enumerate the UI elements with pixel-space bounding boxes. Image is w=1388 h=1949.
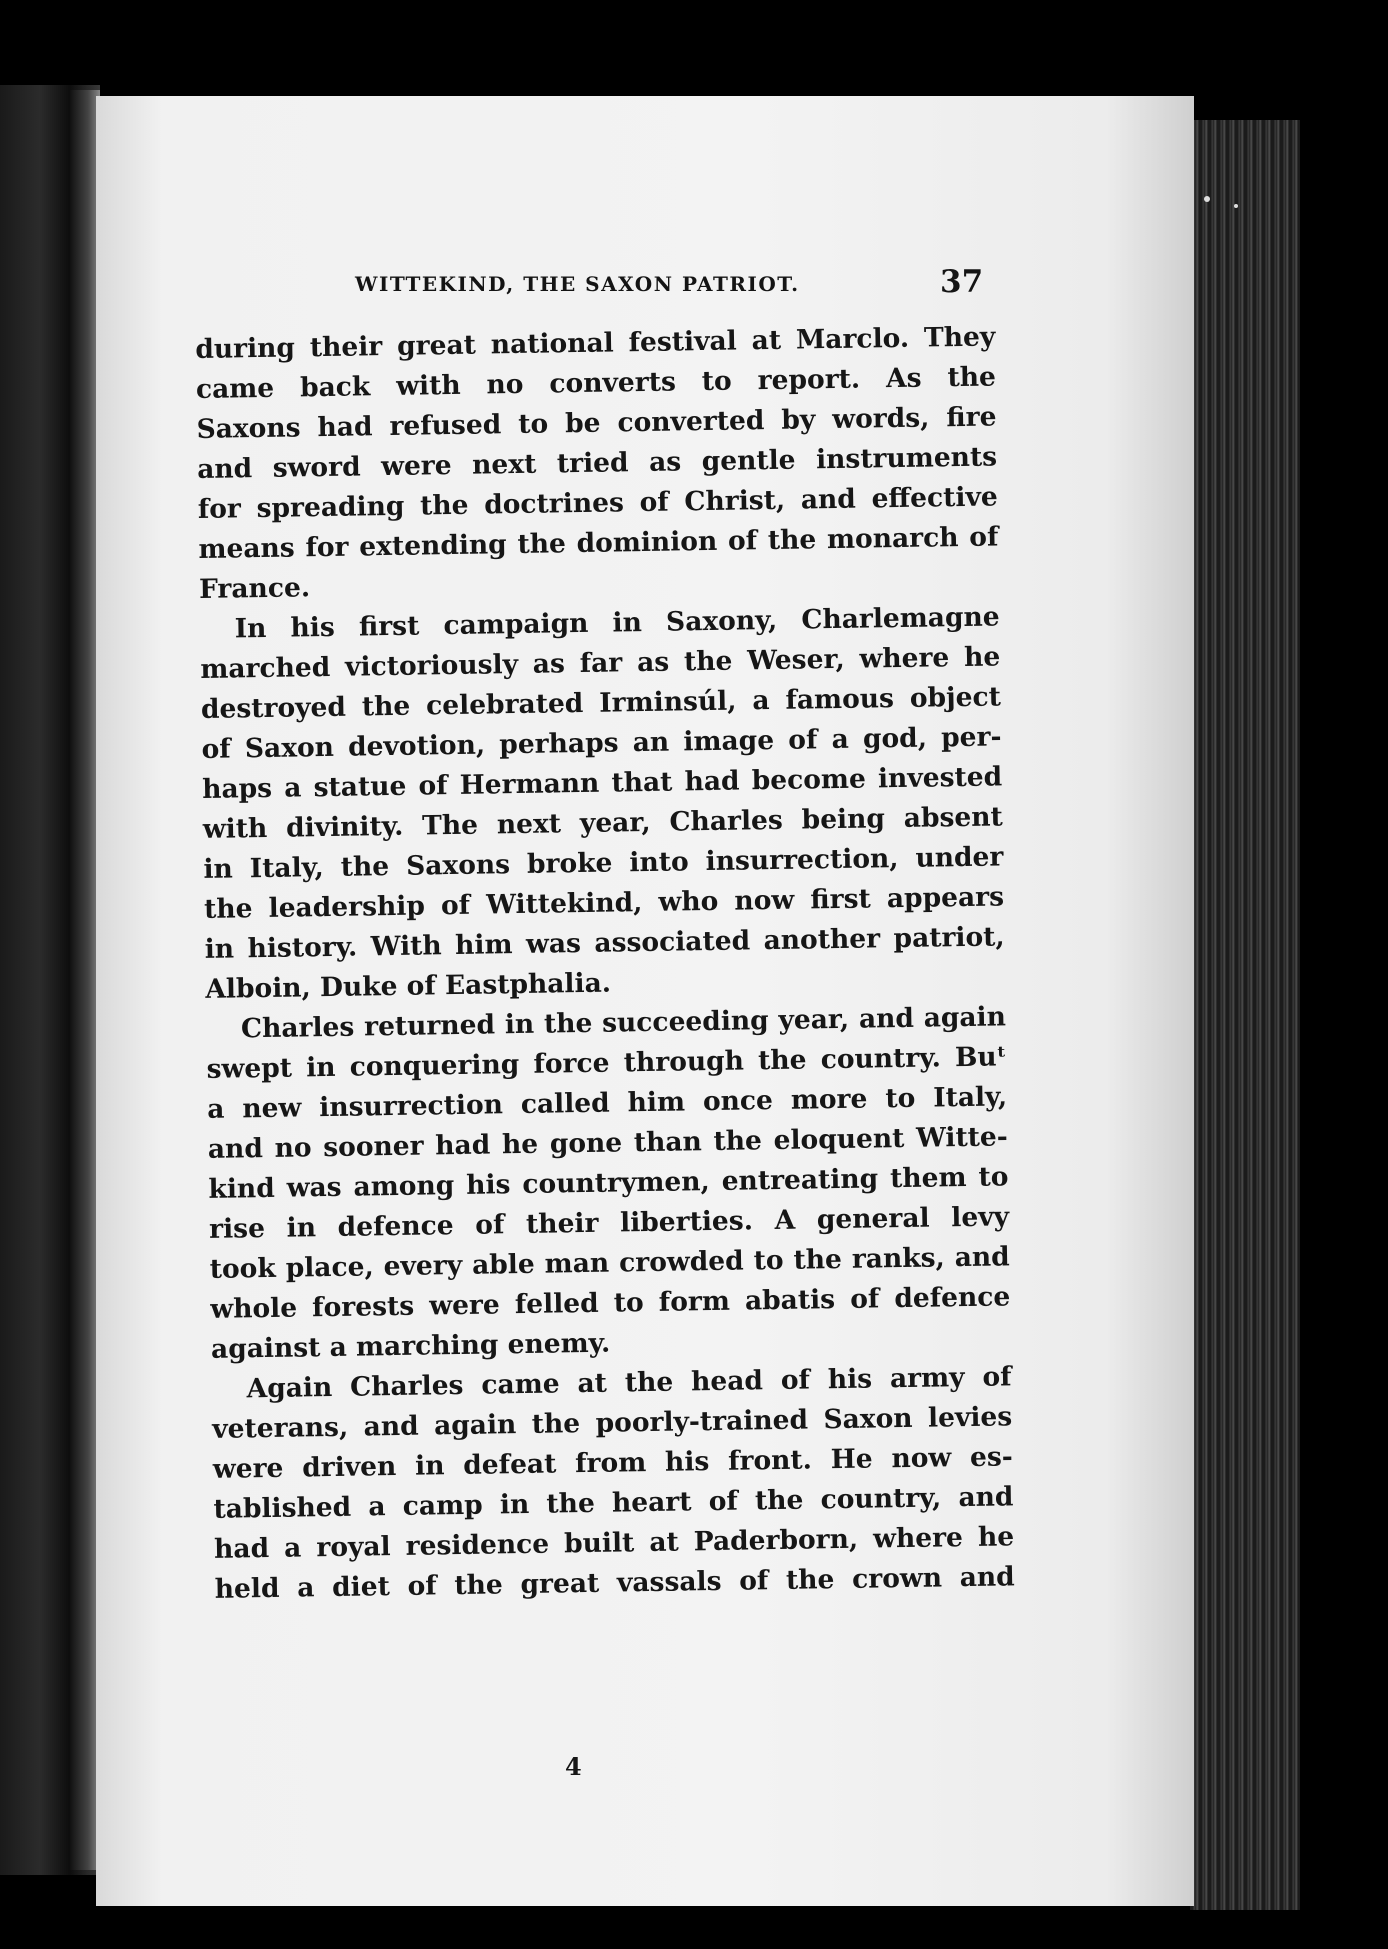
text-line: whole forests were felled to form abatis of defence [210, 1281, 1011, 1325]
scan-speck [1204, 196, 1210, 202]
text-line: and sword were next tried as gentle instruments [196, 441, 998, 485]
text-line: marched victoriously as far as the Weser, where he [200, 641, 1001, 685]
text-line: held a diet of the great vassals of the crown and [214, 1561, 1015, 1605]
text-line: means for extending the dominion of the monarch of [198, 521, 999, 565]
text-line: Saxons had refused to be converted by words, fire [196, 401, 997, 445]
text-line: in Italy, the Saxons broke into insurrection, under [203, 841, 1004, 885]
text-line: kind was among his countrymen, entreating them to [208, 1161, 1009, 1205]
text-line: and no sooner had he gone than the eloquent Witte- [207, 1121, 1009, 1165]
text-line: Alboin, Duke of Eastphalia. [205, 967, 612, 1005]
text-line: had a royal residence built at Paderborn, where he [213, 1521, 1015, 1565]
running-head-title: WITTEKIND, THE SAXON PATRIOT. [355, 272, 800, 296]
paragraph [211, 1357, 1015, 1610]
text-line: a new insurrection called him once more to Italy, [207, 1081, 1008, 1125]
page-edges [1190, 120, 1300, 1910]
text-line: swept in conquering force through the country. Buᵗ [206, 1041, 1007, 1085]
paragraph [195, 317, 999, 610]
text-line: Charles returned in the succeeding year, and again [240, 1001, 1007, 1045]
text-line: In his first campaign in Saxony, Charlemagne [234, 601, 1000, 645]
signature-mark: 4 [565, 1752, 582, 1781]
running-head [300, 264, 1000, 308]
text-line: for spreading the doctrines of Christ, and effective [197, 481, 998, 525]
paragraph [199, 597, 1005, 1010]
page-number: 37 [940, 264, 984, 300]
scan-speck [1234, 204, 1238, 208]
text-line: against a marching enemy. [210, 1327, 611, 1365]
text-line: were driven in defeat from his front. He now es- [212, 1441, 1014, 1485]
text-line: took place, every able man crowded to the ranks, and [209, 1241, 1010, 1285]
text-line: rise in defence of their liberties. A general levy [208, 1201, 1010, 1245]
text-line: came back with no converts to report. As the [195, 361, 997, 405]
paragraph [206, 997, 1012, 1370]
text-line: of Saxon devotion, perhaps an image of a god, per- [201, 721, 1002, 765]
text-line: during their great national festival at Marclo. They [195, 321, 996, 365]
text-line: veterans, and again the poorly-trained Saxon levies [212, 1401, 1013, 1445]
text-line: with divinity. The next year, Charles being absent [202, 801, 1003, 845]
text-line: haps a statue of Hermann that had become invested [201, 761, 1003, 805]
text-line: tablished a camp in the heart of the country, and [213, 1481, 1014, 1525]
text-line: destroyed the celebrated Irminsúl, a famous object [200, 681, 1002, 725]
text-line: France. [198, 572, 311, 605]
body-text [195, 317, 1015, 1609]
text-line: the leadership of Wittekind, who now first appears [203, 881, 1005, 925]
text-line: Again Charles came at the head of his army of [246, 1361, 1012, 1405]
text-line: in history. With him was associated another patriot, [204, 921, 1005, 965]
